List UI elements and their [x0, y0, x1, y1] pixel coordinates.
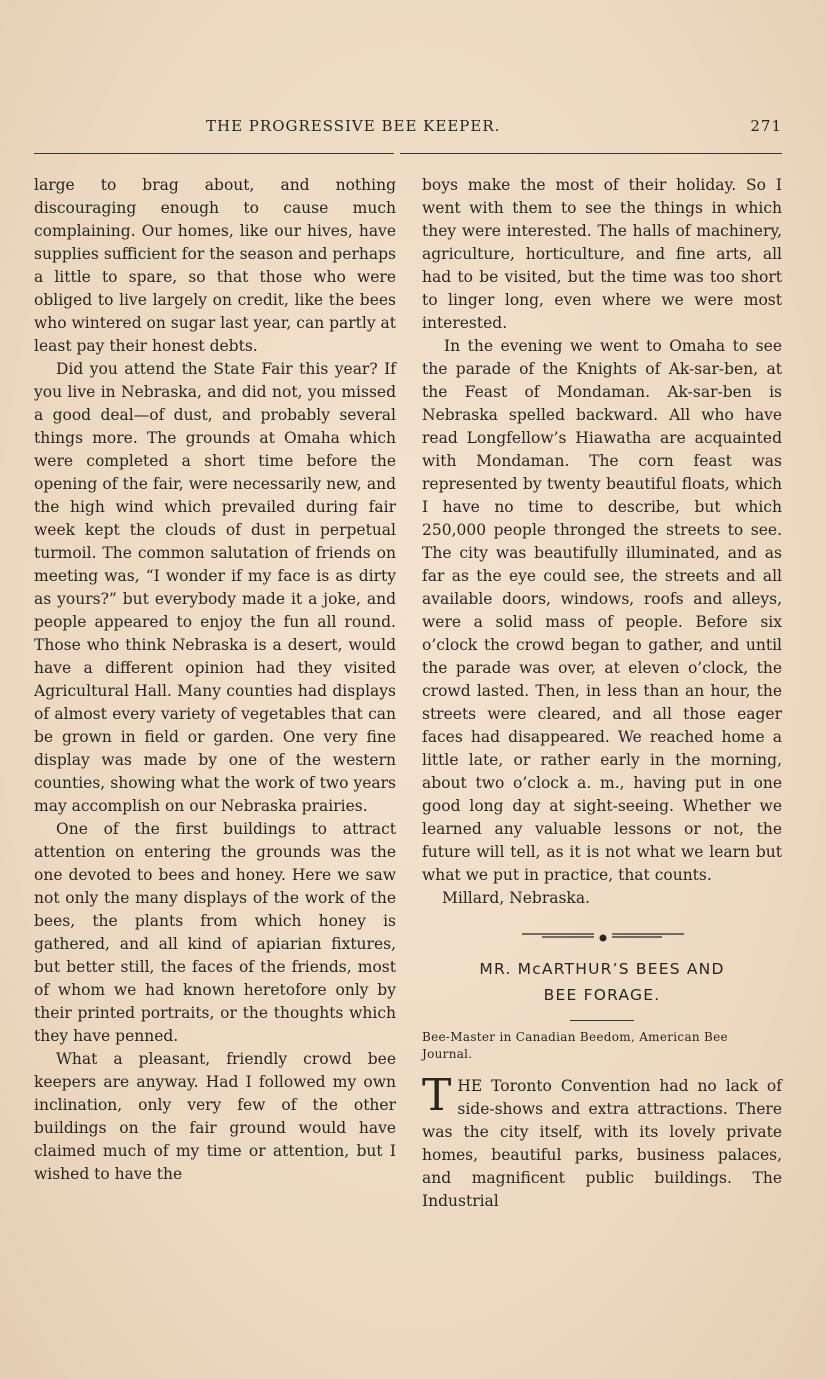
right-paragraph-2: In the evening we went to Omaha to see the parade of the Knights of Ak-sar-ben, at the Feast of Mondaman. Ak-sar-ben is Nebraska spelled backward. All who have read Longfellow’s Hiawatha are acquainted with Mondaman. The corn feast was represented by twenty beautiful floats, which I have no time to describe, but which 250,000 people thronged the streets to see. The city was beautifully illuminated, and as far as the eye could see, the streets and all available doors, windows, roofs and alleys, were a solid mass of people. Before six o’clock the crowd began to gather, and until the parade was over, at eleven o’clock, the crowd lasted. Then, in less than an hour, the streets were cleared, and all those eager faces had disappeared. We reached home a little late, or rather early in the morning, about two o’clock a. m., having put in one good long day at sight-seeing. Whether we learned any valuable lessons or not, the future will tell, as it is not what we learn but what we put in practice, that counts. [422, 337, 782, 884]
article-title-rule [570, 1020, 634, 1021]
header-rule-left [34, 153, 394, 154]
article-title-line-2: BEE FORAGE. [543, 986, 661, 1004]
article-title [422, 956, 782, 1008]
left-paragraph-1: large to brag about, and nothing discouraging enough to cause much complaining. Our homes, like our hives, have supplies sufficient for the season and perhaps a little to spare, so that those who were obliged to live largely on credit, like the bees who wintered on sugar last year, can partly at least pay their honest debts. [34, 176, 397, 355]
running-header [34, 117, 782, 139]
running-title: THE PROGRESSIVE BEE KEEPER. [206, 117, 501, 135]
page-number: 271 [750, 117, 782, 135]
drop-cap: T [422, 1070, 452, 1121]
right-paragraph-1: boys make the most of their holiday. So I went with them to see the things in which they were interested. The halls of machinery, agriculture, horticulture, and fine arts, all had to be visited, but the time was too short to linger long, even where we were most interested. [422, 176, 782, 332]
article-body-text: HE Toronto Convention had no lack of side-shows and extra attractions. There was the city itself, with its lovely private homes, beautiful parks, business palaces, and magnificent public buildings. The Industrial [422, 1077, 782, 1210]
author-signature: Millard, Nebraska. [442, 889, 590, 907]
right-column [422, 174, 782, 1213]
article-body [422, 1070, 782, 1213]
left-paragraph-2: Did you attend the State Fair this year? If you live in Nebraska, and did not, you missed a good deal—of dust, and probably several things more. The grounds at Omaha which were completed a short time before the opening of the fair, were necessarily new, and the high wind which prevailed during fair week kept the clouds of dust in perpetual turmoil. The common salutation of friends on meeting was, “I wonder if my face is as dirty as yours?” but everybody made it a joke, and people appeared to enjoy the fun all round. Those who think Nebraska is a desert, would have a different opinion had they visited Agricultural Hall. Many counties had displays of almost every variety of vegetables that can be grown in field or garden. One very fine display was made by one of the western counties, showing what the work of two years may accomplish on our Nebraska prairies. [34, 360, 396, 815]
section-ornament-icon [512, 926, 692, 946]
left-paragraph-4: What a pleasant, friendly crowd bee keepers are anyway. Had I followed my own inclination, only very few of the other buildings on the fair ground would have claimed much of my time or attention, but I wished to have the [34, 1050, 396, 1183]
article-title-line-1: MR. McARTHUR’S BEES AND [479, 960, 725, 978]
left-column [34, 174, 396, 1186]
header-rule-right [400, 153, 782, 154]
left-paragraph-3: One of the first buildings to attract attention on entering the grounds was the one devoted to bees and honey. Here we saw not only the many displays of the work of the bees, the plants from which honey is gathered, and all kind of apiarian fixtures, but better still, the faces of the friends, most of whom we had known heretofore only by their printed portraits, or the thoughts which they have penned. [34, 820, 396, 1045]
article-source: Bee-Master in Canadian Beedom, American Bee Journal. [422, 1030, 728, 1061]
